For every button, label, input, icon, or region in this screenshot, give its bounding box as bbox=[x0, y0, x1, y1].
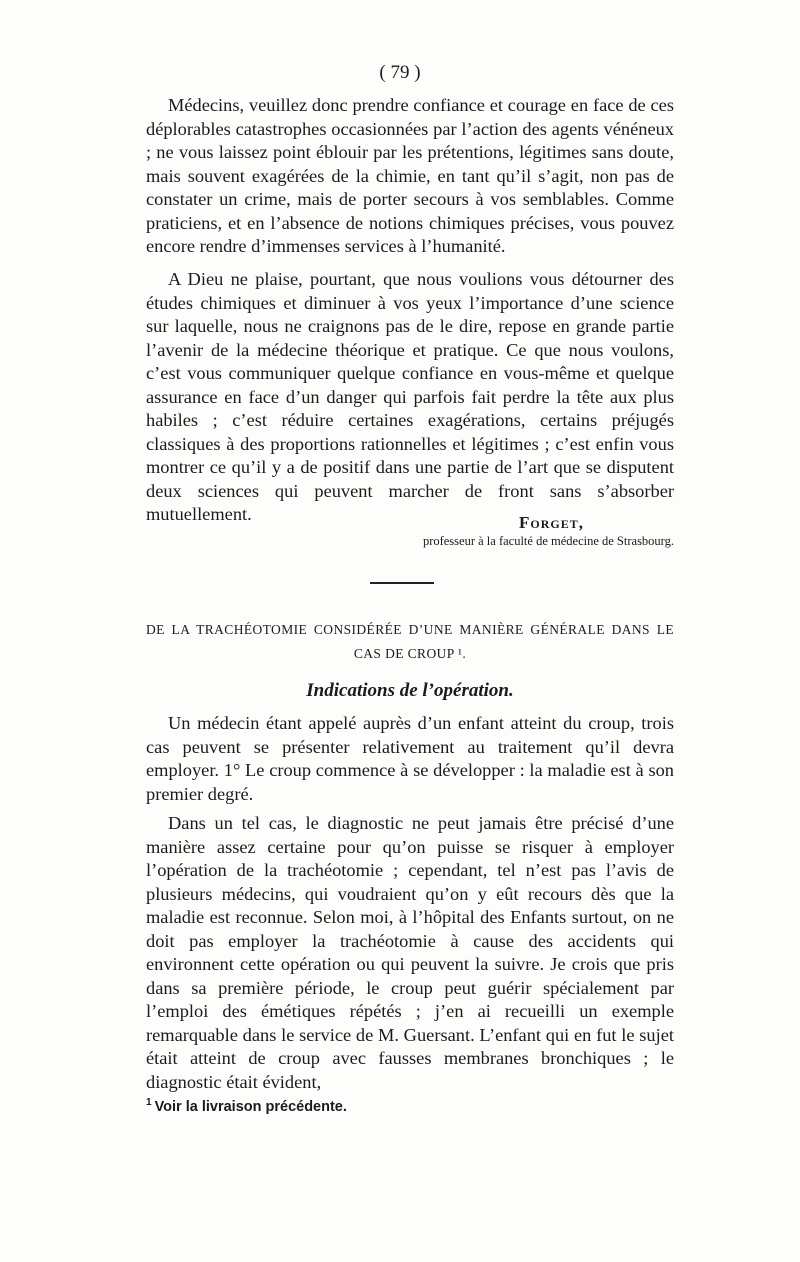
paragraph-text: Un médecin étant appelé auprès d’un enfant atteint du croup, trois cas peuvent se présenter relativement au traitement qu’il devra employer. 1° Le croup commence à se développer : la maladie est à son premier degré. bbox=[146, 713, 674, 804]
paragraph-3 bbox=[146, 712, 674, 806]
section-divider bbox=[370, 582, 434, 584]
footnote-text: Voir la livraison précédente. bbox=[154, 1098, 347, 1115]
paragraph-text: Dans un tel cas, le diagnostic ne peut jamais être précisé d’une manière assez certaine pour qu’on puisse se risquer à employer l’opération de la trachéotomie ; cependant, tel n’est pas l’avis de plusieurs médecins, qui voudraient qu’on y eût recours dès que la maladie est reconnue. Selon moi, à l’hôpital des Enfants surtout, on ne doit pas employer la trachéotomie à cause des accidents qui environnent cette opération ou qui peuvent la suivre. Je crois que pris dans sa première période, le croup peut guérir spécialement par l’emploi des émétiques répétés ; j’en ai recueilli un exemple remarquable dans le service de M. Guersant. L’enfant qui en fut le sujet était atteint de croup avec fausses membranes bronchiques ; le diagnostic était évident, bbox=[146, 813, 674, 1092]
paragraph-text: Médecins, veuillez donc prendre confiance et courage en face de ces déplorables catastrophes occasionnées par l’action des agents vénéneux ; ne vous laissez point éblouir par les prétentions, légitimes sans doute, mais souvent exagérées de la chimie, en tant qu’il s’agit, non pas de constater un crime, mais de porter secours à vos semblables. Comme praticiens, et en l’absence de notions chimiques précises, vous pouvez encore rendre d’immenses services à l’humanité. bbox=[146, 95, 674, 256]
author-signature bbox=[146, 513, 674, 549]
paragraph-2 bbox=[146, 268, 674, 527]
page-number: ( 79 ) bbox=[379, 62, 421, 83]
section-subtitle: Indications de l’opération. bbox=[306, 680, 514, 701]
paragraph-text: A Dieu ne plaise, pourtant, que nous voulions vous détourner des études chimiques et diminuer à vos yeux l’importance d’une science sur laquelle, nous ne craignons pas de le dire, repose en grande partie l’avenir de la médecine théorique et pratique. Ce que nous voulons, c’est vous communiquer quelque confiance en vous-même et quelque assurance en face d’un danger qui parfois fait perdre la tête aux plus habiles ; c’est réduire certaines exagérations, certains préjugés classiques à des proportions rationnelles et légitimes ; c’est enfin vous montrer ce qu’il y a de positif dans une partie de l’art que se disputent deux sciences qui peuvent marcher de front sans s’absorber mutuellement. bbox=[146, 269, 674, 524]
paragraph-1 bbox=[146, 94, 674, 259]
paragraph-4 bbox=[146, 812, 674, 1094]
footnote-marker: 1 bbox=[146, 1097, 152, 1108]
author-name: Forget, bbox=[519, 513, 584, 532]
section-title: DE LA TRACHÉOTOMIE CONSIDÉRÉE D’UNE MANIÈRE GÉNÉRALE DANS LE CAS DE CROUP ¹. bbox=[146, 622, 674, 661]
author-title: professeur à la faculté de médecine de Strasbourg. bbox=[422, 534, 674, 548]
footnote bbox=[146, 1097, 347, 1115]
